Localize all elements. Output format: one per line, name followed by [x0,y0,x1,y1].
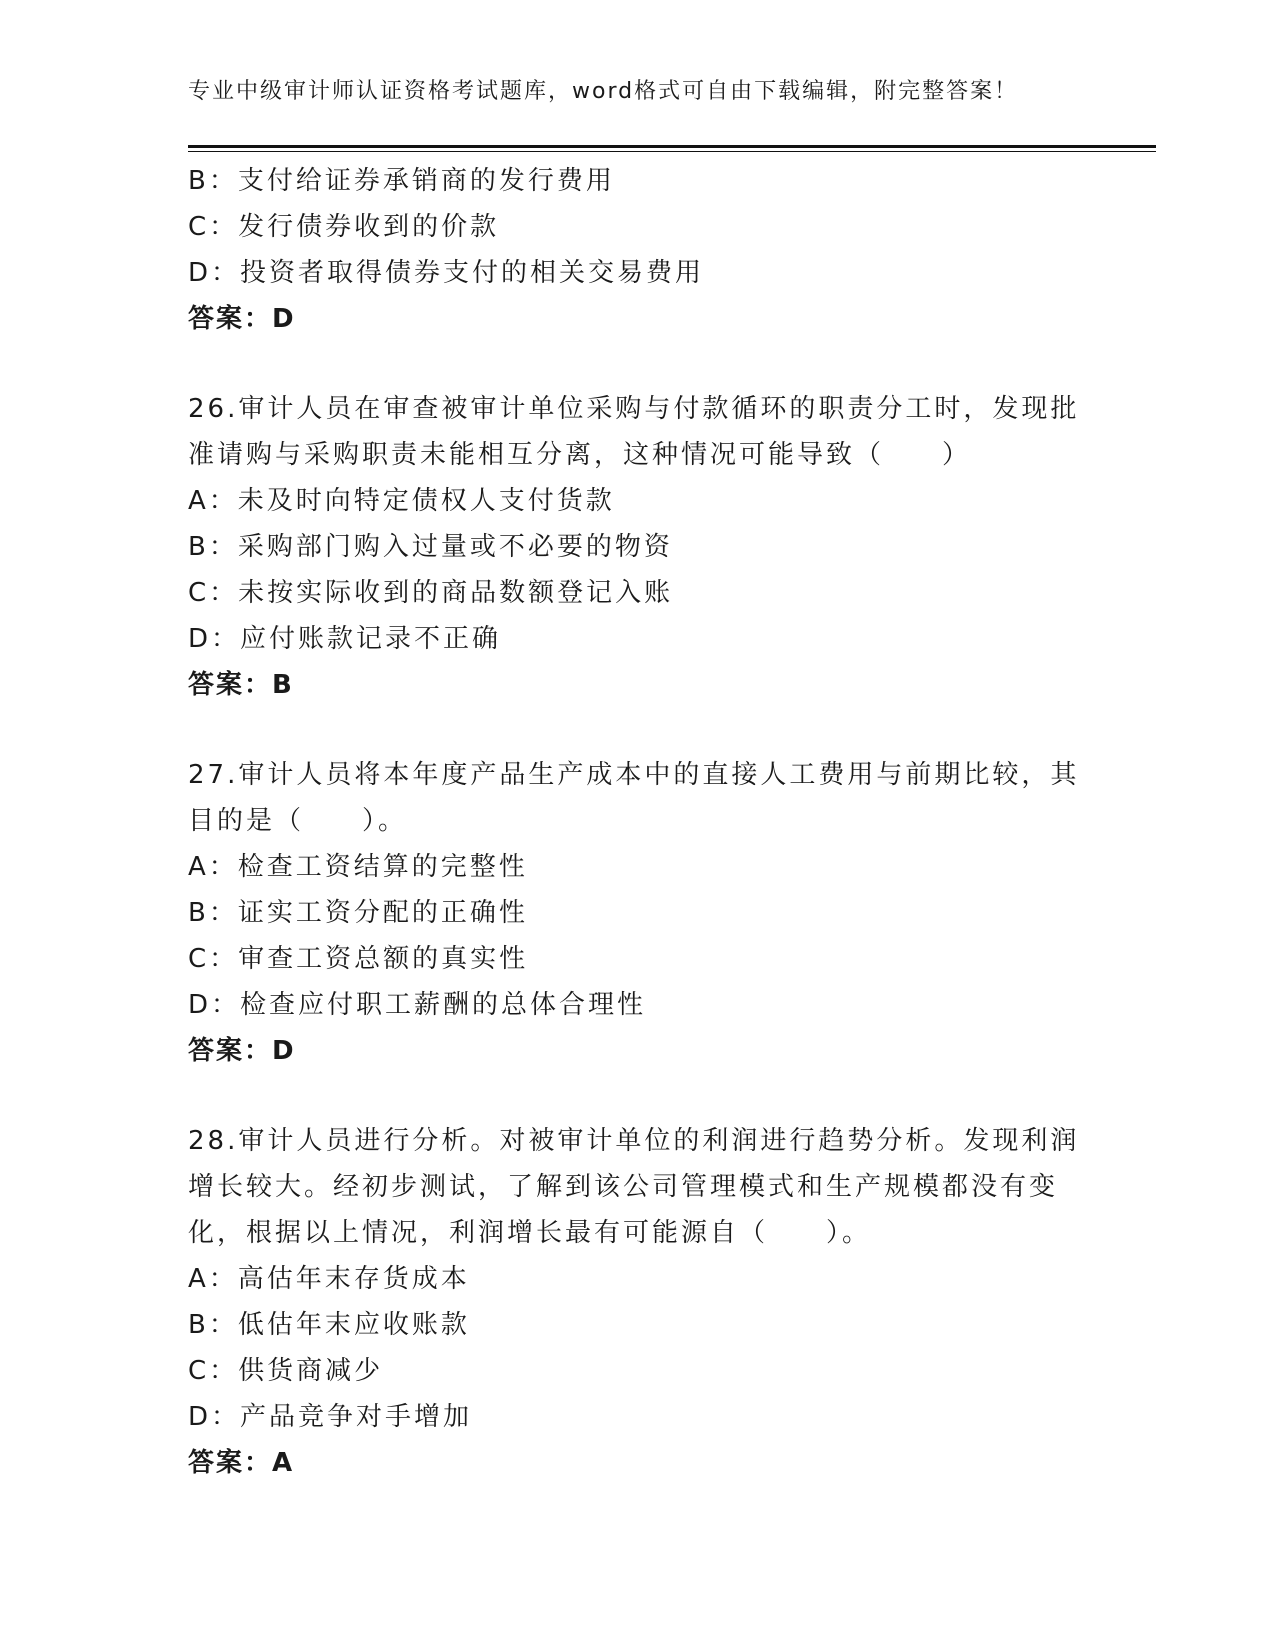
header-rule-thin [188,151,1156,152]
header-rule-thick [188,145,1156,148]
question-27 [188,752,1088,1074]
question-stem-line: 28.审计人员进行分析。对被审计单位的利润进行趋势分析。发现利润 [188,1126,1080,1156]
question-stem-line: 化，根据以上情况，利润增长最有可能源自（ ）。 [188,1218,872,1248]
question-26 [188,386,1088,708]
option-d: D：产品竞争对手增加 [188,1402,473,1432]
spacer [188,1074,1088,1118]
option-a: A：检查工资结算的完整性 [188,852,528,882]
option-d: D：检查应付职工薪酬的总体合理性 [188,990,647,1020]
option-c: C：审查工资总额的真实性 [188,944,529,974]
spacer [188,708,1088,752]
option-b: B：支付给证券承销商的发行费用 [188,166,615,196]
option-b: B：采购部门购入过量或不必要的物资 [188,532,673,562]
answer-line: 答案：D [188,1036,296,1066]
question-25-continuation [188,158,1088,342]
option-d: D：应付账款记录不正确 [188,624,502,654]
answer-line: 答案：A [188,1448,295,1478]
answer-line: 答案：D [188,304,296,334]
question-stem-line: 增长较大。经初步测试，了解到该公司管理模式和生产规模都没有变 [188,1172,1059,1202]
question-28 [188,1118,1088,1486]
option-b: B：低估年末应收账款 [188,1310,470,1340]
spacer [188,342,1088,386]
option-a: A：高估年末存货成本 [188,1264,470,1294]
option-d: D：投资者取得债券支付的相关交易费用 [188,258,705,288]
answer-line: 答案：B [188,670,294,700]
option-c: C：发行债券收到的价款 [188,212,500,242]
question-stem-line: 26.审计人员在审查被审计单位采购与付款循环的职责分工时，发现批 [188,394,1080,424]
question-stem-line: 准请购与采购职责未能相互分离，这种情况可能导致（ ） [188,440,972,470]
option-a: A：未及时向特定债权人支付货款 [188,486,615,516]
question-content [188,158,1088,1486]
page-header: 专业中级审计师认证资格考试题库，word格式可自由下载编辑，附完整答案！ [188,79,1019,104]
option-c: C：供货商减少 [188,1356,384,1386]
option-c: C：未按实际收到的商品数额登记入账 [188,578,674,608]
question-stem-line: 27.审计人员将本年度产品生产成本中的直接人工费用与前期比较，其 [188,760,1080,790]
option-b: B：证实工资分配的正确性 [188,898,528,928]
question-stem-line: 目的是（ ）。 [188,806,408,836]
